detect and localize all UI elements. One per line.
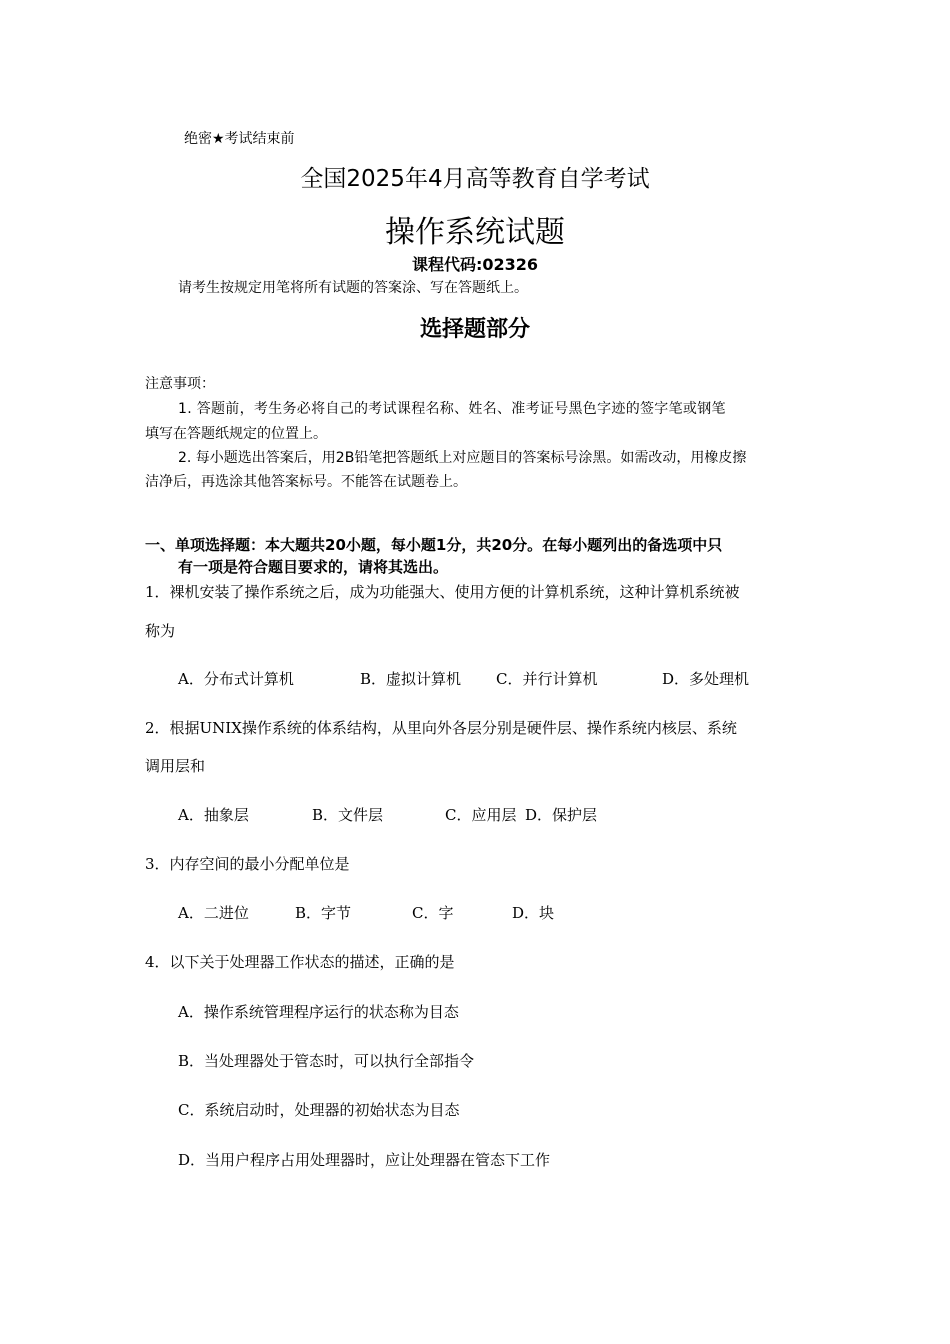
note-item-1-line-2: 填写在答题纸规定的位置上。 <box>145 426 327 442</box>
question-3-stem: 3．内存空间的最小分配单位是 <box>145 855 350 873</box>
question-2-option-c: C．应用层 <box>445 806 517 824</box>
note-item-2-line-2: 洁净后，再选涂其他答案标号。不能答在试题卷上。 <box>145 474 467 490</box>
question-1-option-d: D．多处理机 <box>662 670 750 688</box>
question-1-stem-line-2: 称为 <box>145 622 176 640</box>
question-1-option-b: B．虚拟计算机 <box>360 670 462 688</box>
question-2-stem-line-1: 2．根据UNIX操作系统的体系结构，从里向外各层分别是硬件层、操作系统内核层、系统 <box>145 719 737 737</box>
note-item-1-line-1: 1. 答题前，考生务必将自己的考试课程名称、姓名、准考证号黑色字迹的签字笔或钢笔 <box>178 401 726 417</box>
question-3-option-b: B．字节 <box>295 904 352 922</box>
question-2-option-b: B．文件层 <box>312 806 384 824</box>
question-4-option-c: C．系统启动时，处理器的初始状态为目态 <box>178 1101 460 1119</box>
question-4-option-a: A．操作系统管理程序运行的状态称为目态 <box>178 1003 459 1021</box>
note-item-2-line-1: 2. 每小题选出答案后，用2B铅笔把答题纸上对应题目的答案标号涂黑。如需改动，用橡皮擦 <box>178 450 747 466</box>
notes-heading: 注意事项： <box>145 376 215 392</box>
question-1-stem-line-1: 1．裸机安装了操作系统之后，成为功能强大、使用方便的计算机系统，这种计算机系统被 <box>145 583 740 601</box>
question-4-option-b: B．当处理器处于管态时，可以执行全部指令 <box>178 1052 475 1070</box>
course-code: 课程代码:02326 <box>411 255 539 274</box>
question-1-option-c: C．并行计算机 <box>496 670 598 688</box>
secret-mark: 绝密★考试结束前 <box>184 131 295 147</box>
question-3-option-c: C．字 <box>412 904 454 922</box>
section-heading-line-2: 有一项是符合题目要求的，请将其选出。 <box>178 558 449 576</box>
question-2-stem-line-2: 调用层和 <box>145 757 206 775</box>
question-4-stem: 4．以下关于处理器工作状态的描述，正确的是 <box>145 953 455 971</box>
question-2-option-a: A．抽象层 <box>178 806 249 824</box>
part-title: 选择题部分 <box>419 317 530 342</box>
question-3-option-d: D．块 <box>512 904 555 922</box>
question-1-option-a: A．分布式计算机 <box>178 670 294 688</box>
section-heading-line-1: 一、单项选择题：本大题共20小题，每小题1分，共20分。在每小题列出的备选项中只 <box>145 536 723 554</box>
subject-title: 操作系统试题 <box>385 215 565 250</box>
question-2-option-d: D．保护层 <box>525 806 598 824</box>
instruction-text: 请考生按规定用笔将所有试题的答案涂、写在答题纸上。 <box>178 280 528 296</box>
question-4-option-d: D．当用户程序占用处理器时，应让处理器在管态下工作 <box>178 1151 551 1169</box>
exam-title: 全国2025年4月高等教育自学考试 <box>300 166 650 192</box>
question-3-option-a: A．二进位 <box>178 904 249 922</box>
